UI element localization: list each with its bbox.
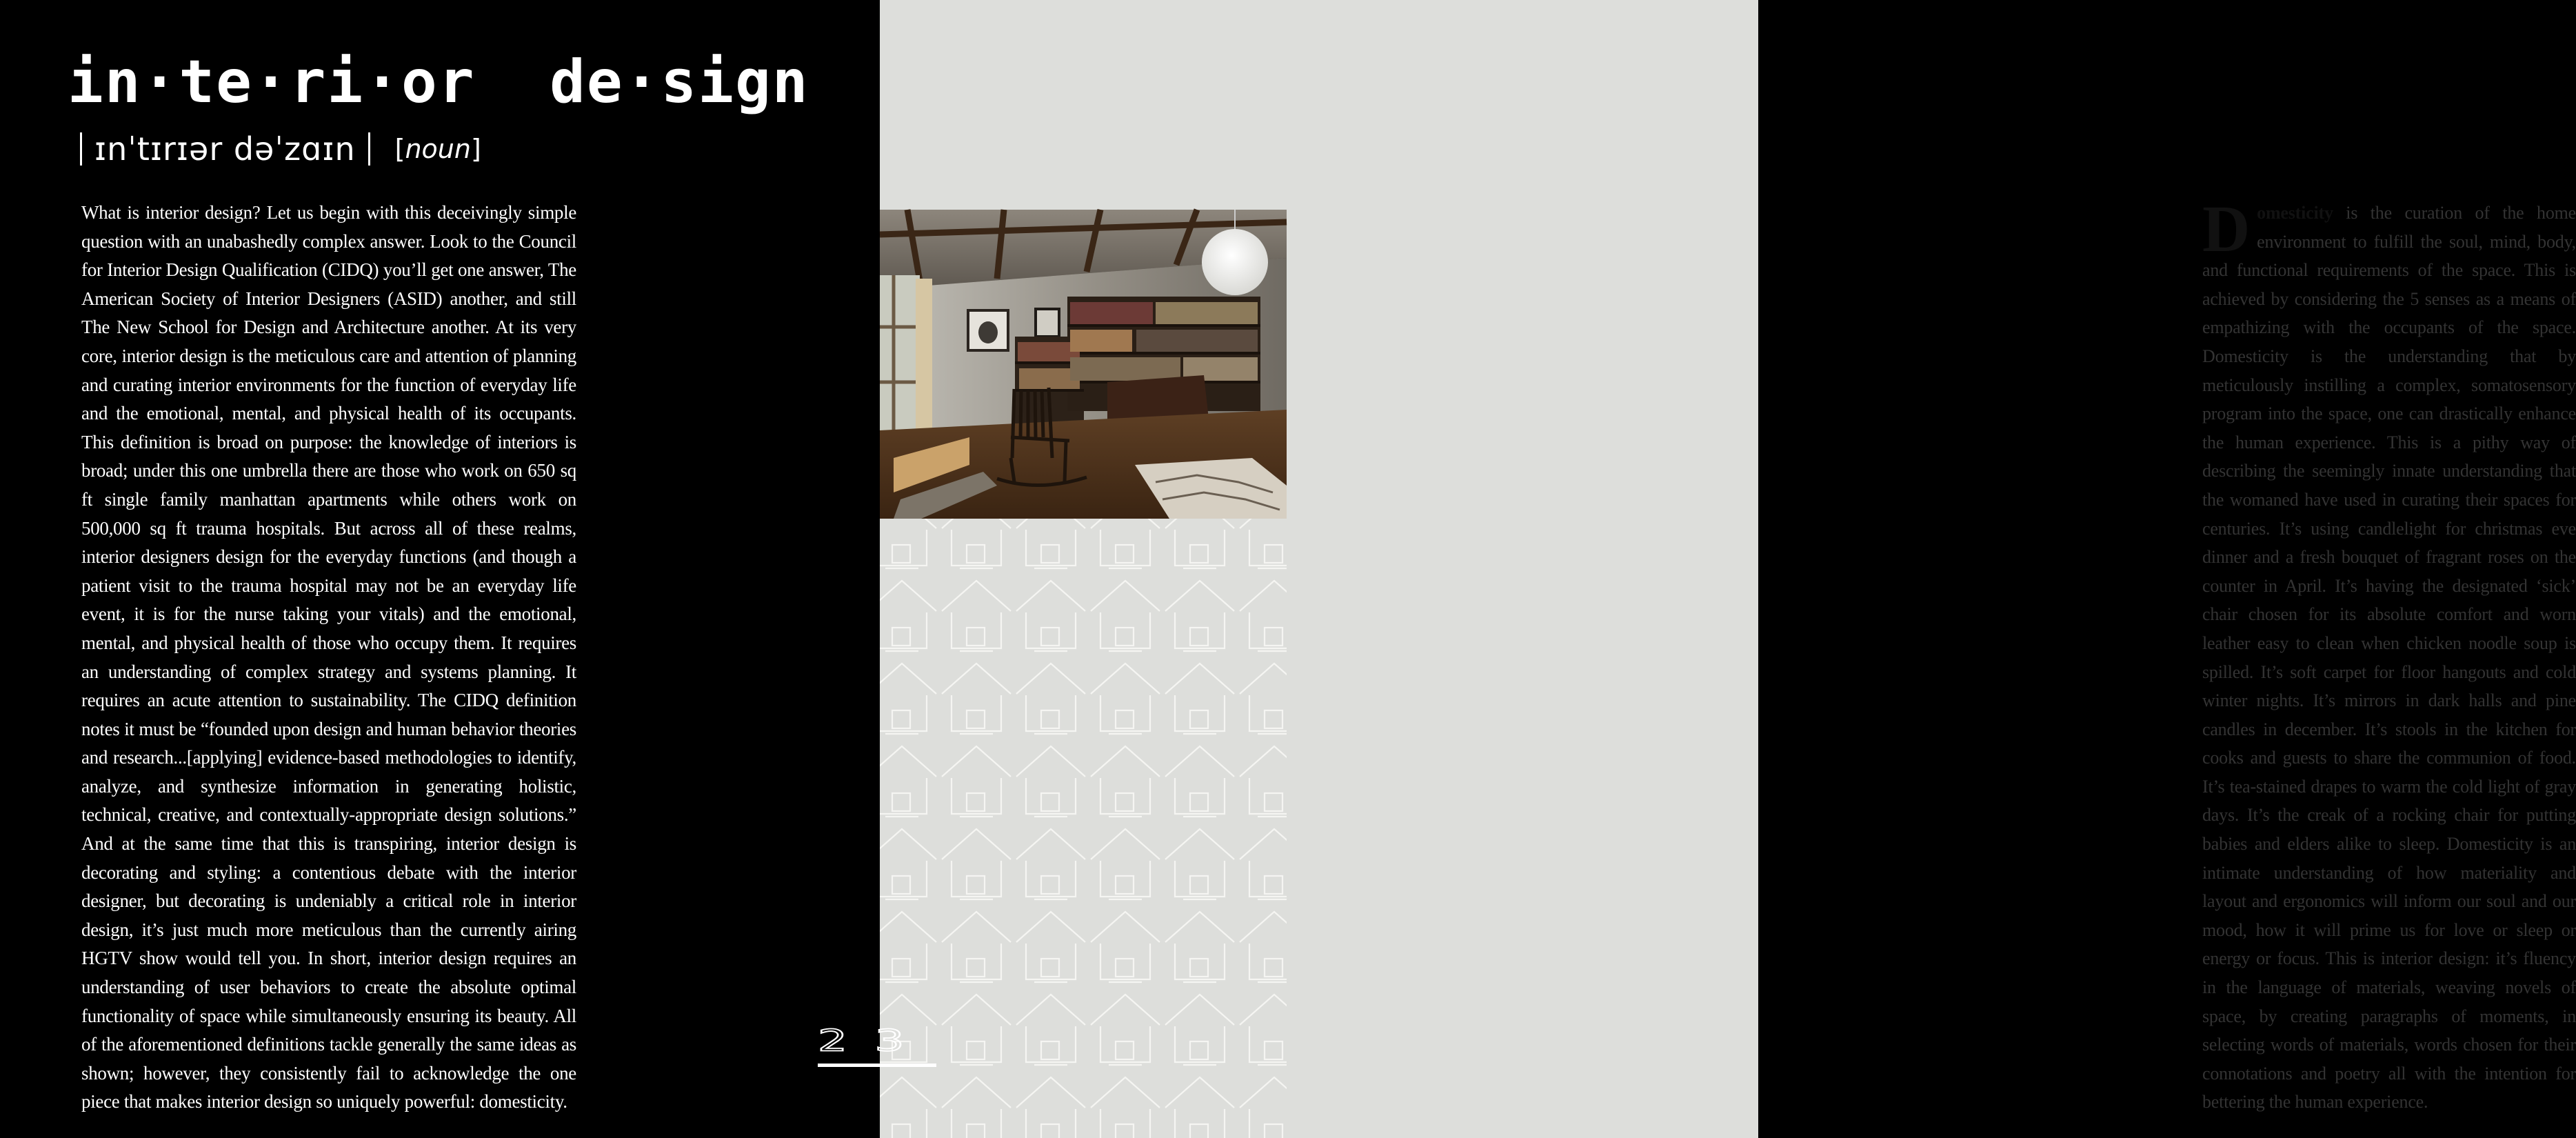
page-numbers bbox=[818, 1017, 936, 1072]
part-of-speech bbox=[395, 134, 481, 164]
body-text-right bbox=[2202, 192, 2576, 1117]
pronunciation-line bbox=[80, 130, 481, 168]
lead-word: omesticity bbox=[2257, 203, 2333, 223]
page-title: in·te·ri·or de·sign bbox=[68, 48, 809, 117]
body-text-left: What is interior design? Let us begin with this deceivingly simple question with an unabashedly complex answer. Look to the Council for Interior Design Qualification (CIDQ) you’ll get one answer, The American Society of Interior Designers (ASID) another, and still The New School for Design and Architecture another. At its very core, interior design is the meticulous care and attention of planning and curating interior environments for the function of everyday life and the emotional, mental, and physical health of its occupants. This definition is broad on purpose: the knowledge of interiors is broad; under this one umbrella there are those who work on 650 sq ft single family manhattan apartments while others work on 500,000 sq ft trauma hospitals. But across all of these realms, interior designers design for the everyday functions (and though a patient visit to the trauma hospital may not be an everyday life event, it is for the nurse taking your vitals) and the emotional, mental, and physical health of those who occupy them. It requires an understanding of complex strategy and systems planning. It requires an acute attention to sustainability. The CIDQ definition notes it must be “founded upon design and human behavior theories and research...[applying] evidence-based methodologies to identify, analyze, and synthesize information in generating holistic, technical, creative, and contextually-appropriate design solutions.” And at the same time that this is transpiring, interior design is decorating and styling: a contentious debate with the interior designer, but decorating is undeniably a critical role in interior design, it’s just much more meticulous than the currently airing HGTV show would tell you. In short, interior design requires an understanding of user behaviors to create the absolute optimal functionality of space while simultaneously ensuring its beauty. All of the aforementioned definitions tackle generally the same ideas as shown; however, they consistently fail to acknowledge the one piece that makes interior design so uniquely powerful: domesticity. bbox=[81, 202, 576, 1112]
page-number-underline bbox=[818, 1064, 936, 1067]
divider-bar bbox=[80, 132, 82, 166]
drop-cap: D bbox=[2202, 192, 2251, 266]
page-number-right: 3 bbox=[874, 1023, 905, 1059]
part-of-speech-label: noun bbox=[405, 134, 471, 164]
left-page bbox=[0, 0, 880, 1138]
interior-photo bbox=[880, 210, 1287, 519]
right-page bbox=[880, 0, 2576, 1138]
bracket-open: [ bbox=[394, 134, 405, 164]
house-pattern bbox=[880, 519, 1287, 1138]
body-text-right-content: is the curation of the home environment to fulfill the soul, mind, body, and functional requirements of the space. This is achieved by considering the 5 senses as a means of empathizing with the occupants of the space. Domesticity is the understanding that by meticulously instilling a complex, somatosensory program into the space, one can drastically enhance the human experience. This is a pithy way of describing the seemingly innate understanding that the womaned have used in curating their spaces for centuries. It’s using candlelight for christmas eve dinner and a fresh bouquet of fragrant roses on the counter in April. It’s having the designated ‘sick’ chair chosen for its absolute comfort and worn leather easy to clean when chicken noodle soup is spilled. It’s soft carpet for floor hangouts and cold winter nights. It’s mirrors in dark halls and pine candles in december. It’s stools in the kitchen for cooks and guests to share the communion of food. It’s tea-stained drapes to warm the cold light of gray days. It’s the creak of a rocking chair for putting babies and elders alike to sleep. Domesticity is an intimate understanding of how materiality and layout and ergonomics will inform our soul and our mood, how it will prime us for love or sleep or energy or focus. This is interior design: it’s fluency in the language of materials, weaving novels of space, by creating paragraphs of moments, in selecting words of materials, words chosen for their connotations and poetry all with the intention for bettering the human experience. bbox=[2202, 203, 2576, 1112]
bracket-close: ] bbox=[470, 134, 481, 164]
divider-bar bbox=[368, 132, 370, 166]
page-number-left: 2 bbox=[818, 1023, 847, 1059]
pronunciation: ɪnˈtɪrɪər dəˈzɑɪn bbox=[94, 130, 356, 168]
